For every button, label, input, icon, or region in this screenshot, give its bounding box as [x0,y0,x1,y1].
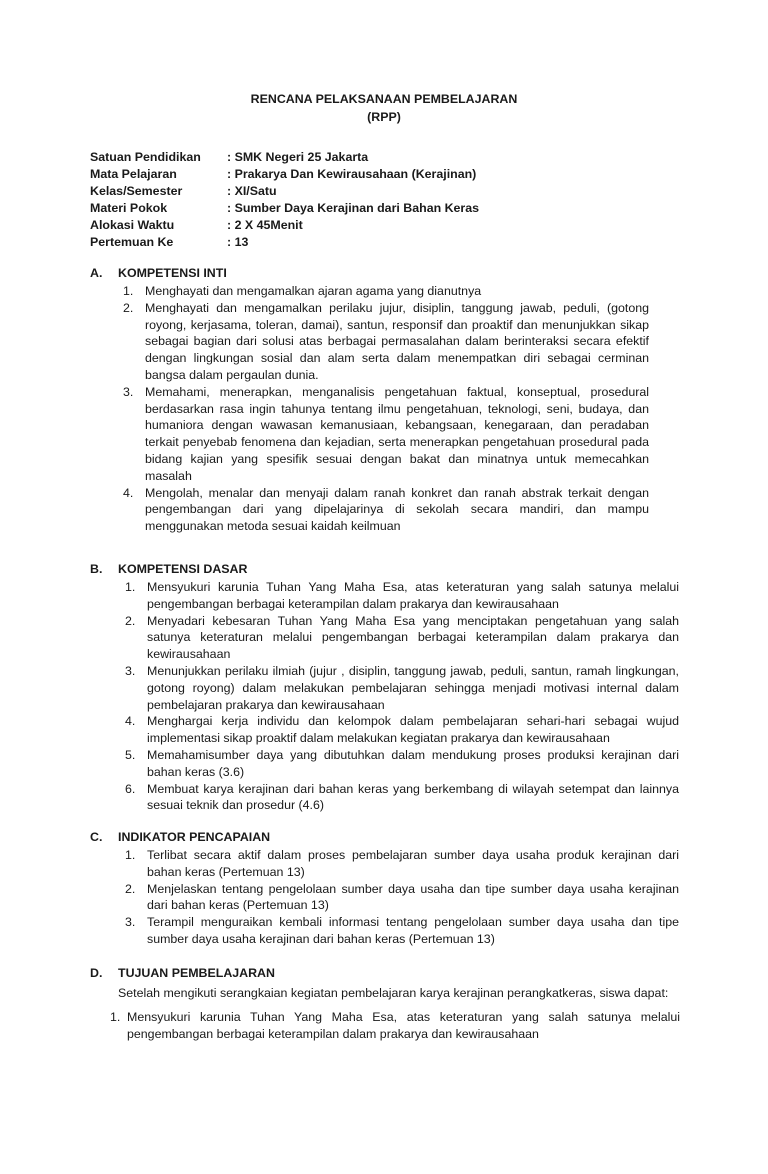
list-item [125,663,679,713]
identity-row [90,200,479,217]
item-number: 2. [125,881,136,896]
list-item [125,781,679,815]
section-letter: A. [90,266,103,280]
item-number: 6. [125,781,136,796]
kompetensi-dasar-list [125,579,679,814]
item-number: 2. [123,300,134,315]
identity-label: Pertemuan Ke [90,235,174,249]
section-title: KOMPETENSI INTI [118,266,227,280]
identity-row [90,166,479,183]
list-item [125,914,679,948]
item-text: Terlibat secara aktif dalam proses pembelajaran sumber daya usaha produk kerajinan dari bahan keras (Pertemuan 13) [147,848,679,879]
list-item [125,847,679,881]
identity-value: : SMK Negeri 25 Jakarta [227,150,369,164]
item-number: 4. [123,485,134,500]
item-number: 4. [125,714,136,729]
item-text: Menyadari kebesaran Tuhan Yang Maha Esa yang menciptakan pengetahuan yang salah satunya keteraturan melalui pengembangan berbagai keterampilan dalam prakarya dan kewirausahaan [147,613,679,662]
section-intro: Setelah mengikuti serangkaian kegiatan pembelajaran karya kerajinan perangkatkeras, siswa dapat: [118,986,669,1000]
identity-label: Kelas/Semester [90,184,183,198]
section-tujuan-pembelajaran [90,965,680,1042]
identity-row [90,234,479,251]
section-heading [90,829,680,847]
list-item [123,283,649,300]
item-text: Mengolah, menalar dan menyaji dalam ranah konkret dan ranah abstrak terkait dengan pengembangan dari yang dipelajarinya di sekolah secara mandiri, dan mampu menggunakan metoda sesuai kaidah keilmuan [145,485,649,534]
list-item [125,579,679,613]
list-item [110,1009,680,1043]
item-text: Menjelaskan tentang pengelolaan sumber daya usaha dan tipe sumber daya usaha kerajinan dari bahan keras (Pertemuan 13) [147,881,679,913]
list-item [125,747,679,781]
section-kompetensi-inti [90,265,680,535]
item-number: 1. [125,848,136,862]
section-indikator-pencapaian [90,829,680,948]
identity-value: : XI/Satu [227,184,277,198]
list-item [123,384,649,485]
document-subtitle: (RPP) [367,110,401,124]
item-number: 3. [125,663,136,678]
list-item [125,713,679,747]
document-title-block [0,90,768,126]
section-heading [90,965,680,983]
list-item [125,613,679,663]
identity-label: Alokasi Waktu [90,218,175,232]
list-item [123,485,649,535]
section-letter: B. [90,562,103,576]
tujuan-list [110,1009,680,1043]
section-title: KOMPETENSI DASAR [118,562,248,576]
section-title: TUJUAN PEMBELAJARAN [118,966,275,980]
item-text: Mensyukuri karunia Tuhan Yang Maha Esa, atas keteraturan yang salah satunya melalui pengembangan berbagai keterampilan dalam prakarya dan kewirausahaan [127,1009,680,1041]
item-text: Terampil menguraikan kembali informasi tentang pengelolaan sumber daya usaha dan tipe sumber daya usaha kerajinan dari bahan keras (Pertemuan 13) [147,915,679,946]
item-text: Mensyukuri karunia Tuhan Yang Maha Esa, atas keteraturan yang salah satunya melalui pengembangan berbagai keterampilan dalam prakarya dan kewirausahaan [147,580,679,611]
identity-row [90,149,479,166]
kompetensi-inti-list [123,283,649,535]
item-text: Menghargai kerja individu dan kelompok dalam pembelajaran sehari-hari sebagai wujud implementasi sikap proaktif dalam melakukan kegiatan prakarya dan kewirausahaan [147,714,679,746]
identity-table [90,149,479,251]
item-number: 3. [123,384,134,399]
section-letter: C. [90,830,103,844]
list-item [123,300,649,384]
item-number: 1. [125,580,136,594]
identity-value: : 2 X 45Menit [227,218,303,232]
item-text: Menghayati dan mengamalkan ajaran agama yang dianutnya [145,284,482,298]
identity-row [90,217,479,234]
identity-value: : Prakarya Dan Kewirausahaan (Kerajinan) [227,167,477,181]
identity-value: : Sumber Daya Kerajinan dari Bahan Keras [227,201,480,215]
item-text: Menghayati dan mengamalkan perilaku jujur, disiplin, tanggung jawab, peduli, (gotong royong, kerjasama, toleran, damai), santun, responsif dan proaktif dan menunjukkan sikap sebagai bagian dari solusi atas berbagai permasalahan dalam berinteraksi secara efektif dengan lingkungan sosial dan alam serta dalam menempatkan diri sebagai cerminan bangsa dalam pergaulan dunia. [145,300,649,382]
item-number: 2. [125,613,136,628]
section-heading [90,561,680,579]
section-heading [90,265,680,283]
item-number: 5. [125,747,136,762]
list-item [125,881,679,915]
identity-value: : 13 [227,235,249,249]
identity-row [90,183,479,200]
section-kompetensi-dasar [90,561,680,814]
item-text: Membuat karya kerajinan dari bahan keras yang berkembang di wilayah setempat dan lainnya sesuai teknik dan prosedur (4.6) [147,781,679,813]
item-number: 1. [123,284,134,298]
identity-label: Mata Pelajaran [90,167,177,181]
identity-label: Materi Pokok [90,201,168,215]
item-number: 1. [110,1009,121,1024]
indikator-list [125,847,679,948]
section-letter: D. [90,966,103,980]
item-text: Menunjukkan perilaku ilmiah (jujur , disiplin, tanggung jawab, peduli, santun, ramah lingkungan, gotong royong) dalam melakukan pembelajaran sehingga menjadi motivasi internal dalam pembelajaran prakarya dan kewirausahaan [147,663,679,712]
identity-label: Satuan Pendidikan [90,150,201,164]
section-title: INDIKATOR PENCAPAIAN [118,830,271,844]
item-number: 3. [125,915,136,930]
item-text: Memahamisumber daya yang dibutuhkan dalam mendukung proses produksi kerajinan dari bahan keras (3.6) [147,747,679,779]
document-title: RENCANA PELAKSANAAN PEMBELAJARAN [250,92,518,106]
item-text: Memahami, menerapkan, menganalisis pengetahuan faktual, konseptual, prosedural berdasarkan rasa ingin tahunya tentang ilmu pengetahuan, teknologi, seni, budaya, dan humaniora dengan wawasan kemanusiaan, kebangsaan, kenegaraan, dan peradaban terkait penyebab fenomena dan kejadian, serta menerapkan pengetahuan prosedural pada bidang kajian yang spesifik sesuai dengan bakat dan minatnya untuk memecahkan masalah [145,384,649,483]
